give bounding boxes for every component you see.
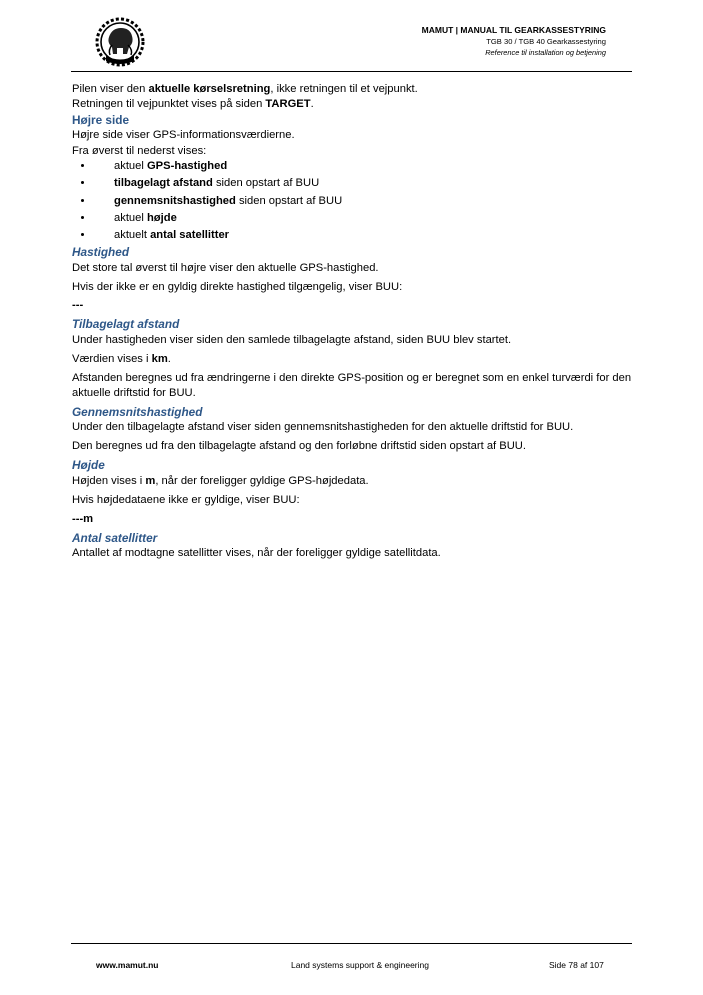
list-item: • aktuelt antal satellitter xyxy=(94,228,637,243)
list-item: • aktuel GPS-hastighed xyxy=(94,159,637,174)
right-side-paragraph-1: Højre side viser GPS-informationsværdierne. xyxy=(72,129,295,142)
heading-right-side: Højre side xyxy=(72,112,130,127)
header-divider xyxy=(71,71,632,72)
header-reference: Reference til installation og betjening xyxy=(485,48,606,57)
page-content xyxy=(72,82,637,565)
footer-tagline: Land systems support & engineering xyxy=(291,960,429,970)
distance-paragraph-2: Værdien vises i km. xyxy=(72,352,171,365)
right-side-paragraph-2: Fra øverst til nederst vises: xyxy=(72,144,207,157)
intro-paragraph-2: Retningen til vejpunktet vises på siden TARGET. xyxy=(72,98,314,111)
list-item: • gennemsnitshastighed siden opstart af BUU xyxy=(94,194,637,209)
speed-paragraph-2: Hvis der ikke er en gyldig direkte hastighed tilgængelig, viser BUU: xyxy=(72,280,403,293)
distance-paragraph-3: Afstanden beregnes ud fra ændringerne i den direkte GPS-position og er beregnet som en enkel turværdi for den aktuelle driftstid for BUU. xyxy=(72,371,632,400)
satellites-paragraph-1: Antallet af modtagne satellitter vises, når der foreligger gyldige satellitdata. xyxy=(72,547,441,560)
distance-paragraph-1: Under hastigheden viser siden den samlede tilbagelagte afstand, siden BUU blev startet. xyxy=(72,333,512,346)
heading-average-speed: Gennemsnitshastighed xyxy=(72,404,203,419)
header-subtitle: TGB 30 / TGB 40 Gearkassestyring xyxy=(486,37,606,46)
footer-page-number: Side 78 af 107 xyxy=(549,960,604,970)
mamut-logo xyxy=(94,17,146,67)
speed-invalid-display: --- xyxy=(72,299,84,312)
height-paragraph-1: Højden vises i m, når der foreligger gyldige GPS-højdedata. xyxy=(72,474,369,487)
header-title: MAMUT | MANUAL TIL GEARKASSESTYRING xyxy=(421,25,606,35)
height-paragraph-2: Hvis højdedataene ikke er gyldige, viser BUU: xyxy=(72,493,300,506)
list-item: • aktuel højde xyxy=(94,211,637,226)
heading-distance: Tilbagelagt afstand xyxy=(72,317,180,332)
page-header xyxy=(422,25,606,58)
heading-height: Højde xyxy=(72,458,105,473)
footer-website[interactable]: www.mamut.nu xyxy=(96,960,159,970)
height-invalid-display: ---m xyxy=(72,512,94,525)
speed-paragraph-1: Det store tal øverst til højre viser den aktuelle GPS-hastighed. xyxy=(72,261,379,274)
heading-speed: Hastighed xyxy=(72,245,130,260)
heading-satellites: Antal satellitter xyxy=(72,530,158,545)
footer-divider xyxy=(71,943,632,944)
gps-values-list xyxy=(72,159,637,243)
average-paragraph-1: Under den tilbagelagte afstand viser siden gennemsnitshastigheden for den aktuelle driftstid for BUU. xyxy=(72,421,574,434)
intro-paragraph-1: Pilen viser den aktuelle kørselsretning, ikke retningen til et vejpunkt. xyxy=(72,83,418,95)
list-item: • tilbagelagt afstand siden opstart af BUU xyxy=(94,176,637,191)
average-paragraph-2: Den beregnes ud fra den tilbagelagte afstand og den forløbne driftstid siden opstart af BUU. xyxy=(72,440,526,453)
